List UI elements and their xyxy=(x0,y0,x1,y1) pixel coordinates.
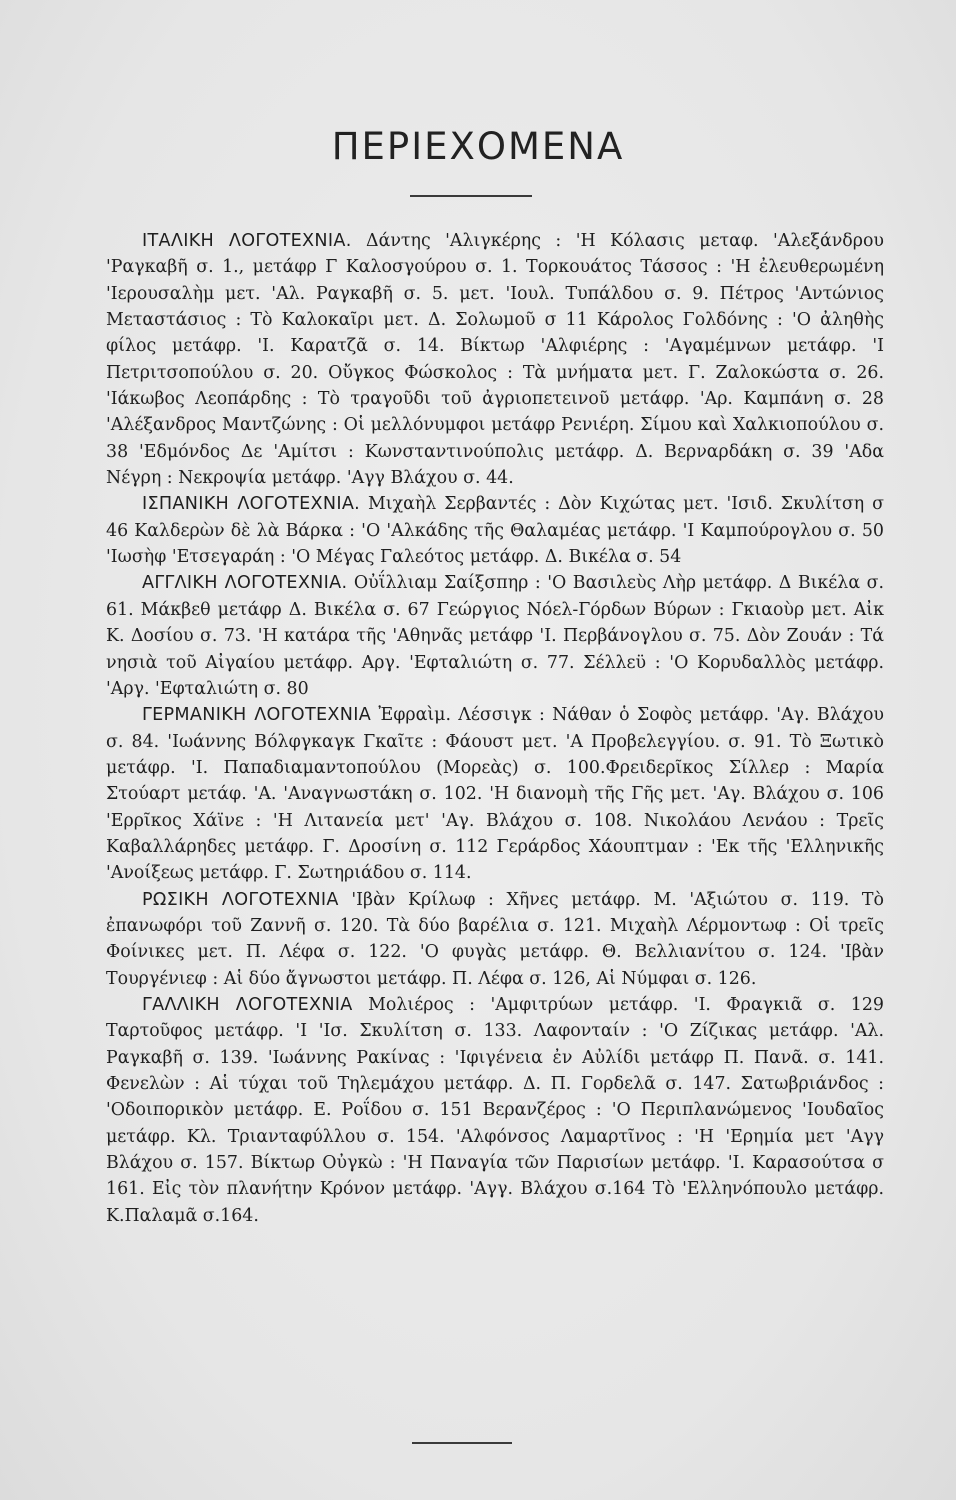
section-italian xyxy=(106,228,884,491)
bottom-divider xyxy=(412,1442,512,1444)
section-german xyxy=(106,702,884,886)
section-spanish xyxy=(106,491,884,570)
section-text: Μολιέρος : 'Αμφιτρύων μετάφρ. 'Ι. Φραγκιᾶ σ. 129 Ταρτοῦφος μετάφρ. 'Ι 'Ισ. Σκυλίτση σ. 133. Λαφονταίν : 'Ο Ζίζικας μετάφρ. 'Αλ. Ραγκαβῆ σ. 139. 'Ιωάννης Ρακίνας : 'Ιφιγένεια ἐν Αὐλίδι μετάφρ Π. Πανᾶ. σ. 141. Φενελὼν : Αἱ τύχαι τοῦ Τηλεμάχου μετάφρ. Δ. Π. Γορδελᾶ σ. 147. Σατωβριάνδος : 'Οδοιπορικὸν μετάφρ. Ε. Ροΐδου σ. 151 Βερανζέρος : 'Ο Περιπλανώμενος 'Ιουδαῖος μετάφρ. Κλ. Τριανταφύλλου σ. 154. 'Αλφόνσος Λαμαρτῖνος : 'Η 'Ερημία μετ 'Αγγ Βλάχου σ. 157. Βίκτωρ Οὐγκὼ : 'Η Παναγία τῶν Παρισίων μετάφρ. 'Ι. Καρασούτσα σ 161. Εἰς τὸν πλανήτην Κρόνον μετάφρ. 'Αγγ. Βλάχου σ.164 Τὸ 'Ελληνόπουλο μετάφρ. Κ.Παλαμᾶ σ.164. xyxy=(106,994,884,1226)
section-english xyxy=(106,570,884,702)
section-french xyxy=(106,992,884,1229)
section-text: Οὐΐλλιαμ Σαίξσπηρ : 'Ο Βασιλεὺς Λὴρ μετάφρ. Δ Βικέλα σ. 61. Μάκβεθ μετάφρ Δ. Βικέλα σ. 67 Γεώργιος Νόελ-Γόρδων Βύρων : Γκιαοὺρ μετ. Αἰκ Κ. Δοσίου σ. 73. 'Η κατάρα τῆς 'Αθηνᾶς μετάφρ 'Ι. Περβάνογλου σ. 75. Δὸν Ζουάν : Τά νησιὰ τοῦ Αἰγαίου μετάφρ. Αργ. 'Εφταλιώτη σ. 77. Σέλλεϋ : 'Ο Κορυδαλλὸς μετάφρ. 'Αργ. 'Εφταλιώτη σ. 80 xyxy=(106,573,884,699)
table-of-contents xyxy=(106,228,884,1229)
section-text: Δάντης 'Αλιγκέρης : 'Η Κόλασις μεταφ. 'Αλεξάνδρου 'Ραγκαβῆ σ. 1., μετάφρ Γ Καλοσγούρου σ. 1. Τορκουάτος Τάσσος : 'Η ἐλευθερωμένη 'Ιερουσαλὴμ μετ. 'Αλ. Ραγκαβῆ σ. 5. μετ. 'Ιουλ. Τυπάλδου σ. 9. Πέτρος 'Αντώνιος Μεταστάσιος : Τὸ Καλοκαῖρι μετ. Δ. Σολωμοῦ σ 11 Κάρολος Γολδόνης : 'Ο ἀληθὴς φίλος μετάφρ. 'Ι. Καρατζᾶ σ. 14. Βίκτωρ 'Αλφιέρης : 'Αγαμέμνων μετάφρ. 'Ι Πετριτσοπούλου σ. 20. Οὔγκος Φώσκολος : Τὰ μνήματα μετ. Γ. Ζαλοκώστα σ. 26. 'Ιάκωβος Λεοπάρδης : Τὸ τραγοῦδι τοῦ ἀγριοπετεινοῦ μετάφρ. 'Αρ. Καμπάνη σ. 28 'Αλέξανδρος Μαντζώνης : Οἱ μελλόνυμφοι μετάφρ Ρενιέρη. Σίμου καὶ Χαλκιοπούλου σ. 38 'Εδμόνδος Δε 'Αμίτσι : Κωνσταντινούπολις μετάφρ. Δ. Βερναρδάκη σ. 39 'Αδα Νέγρη : Νεκροψία μετάφρ. 'Αγγ Βλάχου σ. 44. xyxy=(106,231,884,489)
section-heading: ΙΤΑΛΙΚΗ ΛΟΓΟΤΕΧΝΙΑ. xyxy=(142,231,352,251)
section-text: Μιχαὴλ Σερβαντές : Δὸν Κιχώτας μετ. 'Ισιδ. Σκυλίτση σ 46 Καλδερὼν δὲ λὰ Βάρκα : 'Ο 'Αλκάδης τῆς Θαλαμέας μετάφρ. 'Ι Καμπούρογλου σ. 50 'Ιωσὴφ 'Ετσεγαράη : 'Ο Μέγας Γαλεότος μετάφρ. Δ. Βικέλα σ. 54 xyxy=(106,494,884,568)
section-text: 'Ιβὰν Κρίλωφ : Χῆνες μετάφρ. Μ. 'Αξιώτου σ. 119. Τὸ ἐπανωφόρι τοῦ Ζαννῆ σ. 120. Τὰ δύο βαρέλια σ. 121. Μιχαὴλ Λέρμοντωφ : Οἱ τρεῖς Φοίνικες μετ. Π. Λέφα σ. 122. 'Ο φυγὰς μετάφρ. Θ. Βελλιανίτου σ. 124. 'Ιβὰν Τουργένιεφ : Αἱ δύο ἄγνωστοι μετάφρ. Π. Λέφα σ. 126, Αἱ Νύμφαι σ. 126. xyxy=(106,889,885,989)
section-russian xyxy=(106,887,884,992)
section-heading: ΑΓΓΛΙΚΗ ΛΟΓΟΤΕΧΝΙΑ. xyxy=(142,573,348,594)
section-text: Ἐφραὶμ. Λέσσιγκ : Νάθαν ὁ Σοφὸς μετάφρ. 'Αγ. Βλάχου σ. 84. 'Ιωάννης Βόλφγκαγκ Γκαῖτε : Φάουστ μετ. 'Α Προβελεγγίου. σ. 91. Τὸ Ξωτικὸ μετάφρ. 'Ι. Παπαδιαμαντοπούλου (Μορεὰς) σ. 100.Φρειδερῖκος Σίλλερ : Μαρία Στούαρτ μετάφ. 'Α. 'Αναγνωστάκη σ. 102. 'Η διανομὴ τῆς Γῆς μετ. 'Αγ. Βλάχου σ. 106 'Ερρῖκος Χάϊνε : 'Η Λιτανεία μετ' 'Αγ. Βλάχου σ. 108. Νικολάου Λενάου : Τρεῖς Καβαλλάρηδες μετάφρ. Γ. Δροσίνη σ. 112 Γεράρδος Χάουπτμαν : 'Εκ τῆς 'Ελληνικῆς 'Ανοίξεως μετάφρ. Γ. Σωτηριάδου σ. 114. xyxy=(106,705,884,884)
section-heading: ΓΑΛΛΙΚΗ ΛΟΓΟΤΕΧΝΙΑ xyxy=(142,994,353,1015)
section-heading: ΙΣΠΑΝΙΚΗ ΛΟΓΟΤΕΧΝΙΑ. xyxy=(142,494,361,515)
page-title: ΠΕΡΙΕΧΟΜΕΝΑ xyxy=(331,125,625,168)
section-heading: ΓΕΡΜΑΝΙΚΗ ΛΟΓΟΤΕΧΝΙΑ xyxy=(142,705,372,726)
title-divider xyxy=(410,195,532,197)
section-heading: ΡΩΣΙΚΗ ΛΟΓΟΤΕΧΝΙΑ xyxy=(142,889,339,910)
